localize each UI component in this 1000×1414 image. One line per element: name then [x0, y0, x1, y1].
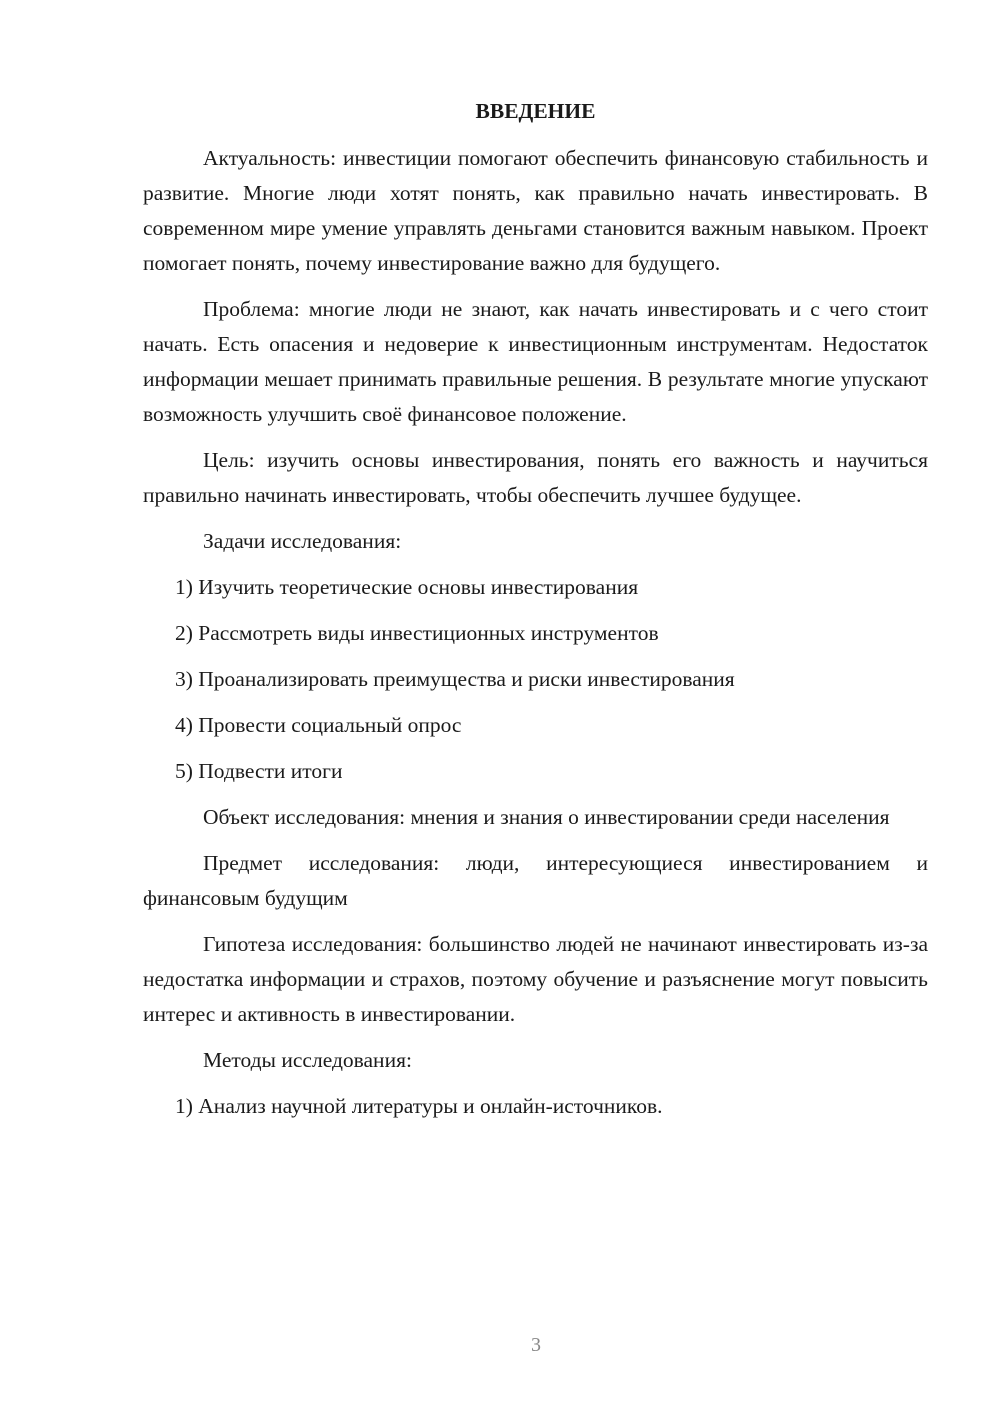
paragraph-problem: Проблема: многие люди не знают, как начать инвестировать и с чего стоит начать. Есть опасения и недоверие к инвестиционным инструментам. Недостаток информации мешает принимать правильные решения. В результате многие упускают возможность улучшить своё финансовое положение.: [143, 297, 928, 426]
paragraph-hypothesis: Гипотеза исследования: большинство людей не начинают инвестировать из-за недостатка информации и страхов, поэтому обучение и разъяснение могут повысить интерес и активность в инвестировании.: [143, 932, 928, 1026]
paragraph-object: Объект исследования: мнения и знания о инвестировании среди населения: [203, 805, 890, 829]
tasks-label: Задачи исследования:: [203, 529, 402, 553]
methods-label: Методы исследования:: [203, 1048, 412, 1072]
paragraph-subject: Предмет исследования: люди, интересующиеся инвестированием и финансовым будущим: [143, 851, 928, 910]
methods-list: [143, 1089, 928, 1124]
list-item: 1) Анализ научной литературы и онлайн-источников.: [175, 1094, 663, 1118]
list-item: 2) Рассмотреть виды инвестиционных инструментов: [175, 621, 659, 645]
list-item: 1) Изучить теоретические основы инвестирования: [175, 575, 639, 599]
tasks-list: [143, 570, 928, 789]
page-number: 3: [531, 1334, 541, 1356]
list-item: 4) Провести социальный опрос: [175, 713, 462, 737]
paragraph-goal: Цель: изучить основы инвестирования, понять его важность и научиться правильно начинать инвестировать, чтобы обеспечить лучшее будущее.: [143, 448, 928, 507]
list-item: 3) Проанализировать преимущества и риски инвестирования: [175, 667, 735, 691]
paragraph-relevance: Актуальность: инвестиции помогают обеспечить финансовую стабильность и развитие. Многие люди хотят понять, как правильно начать инвестировать. В современном мире умение управлять деньгами становится важным навыком. Проект помогает понять, почему инвестирование важно для будущего.: [143, 146, 928, 275]
list-item: 5) Подвести итоги: [175, 759, 343, 783]
document-page: [143, 96, 928, 1135]
page-title: ВВЕДЕНИЕ: [475, 99, 596, 123]
